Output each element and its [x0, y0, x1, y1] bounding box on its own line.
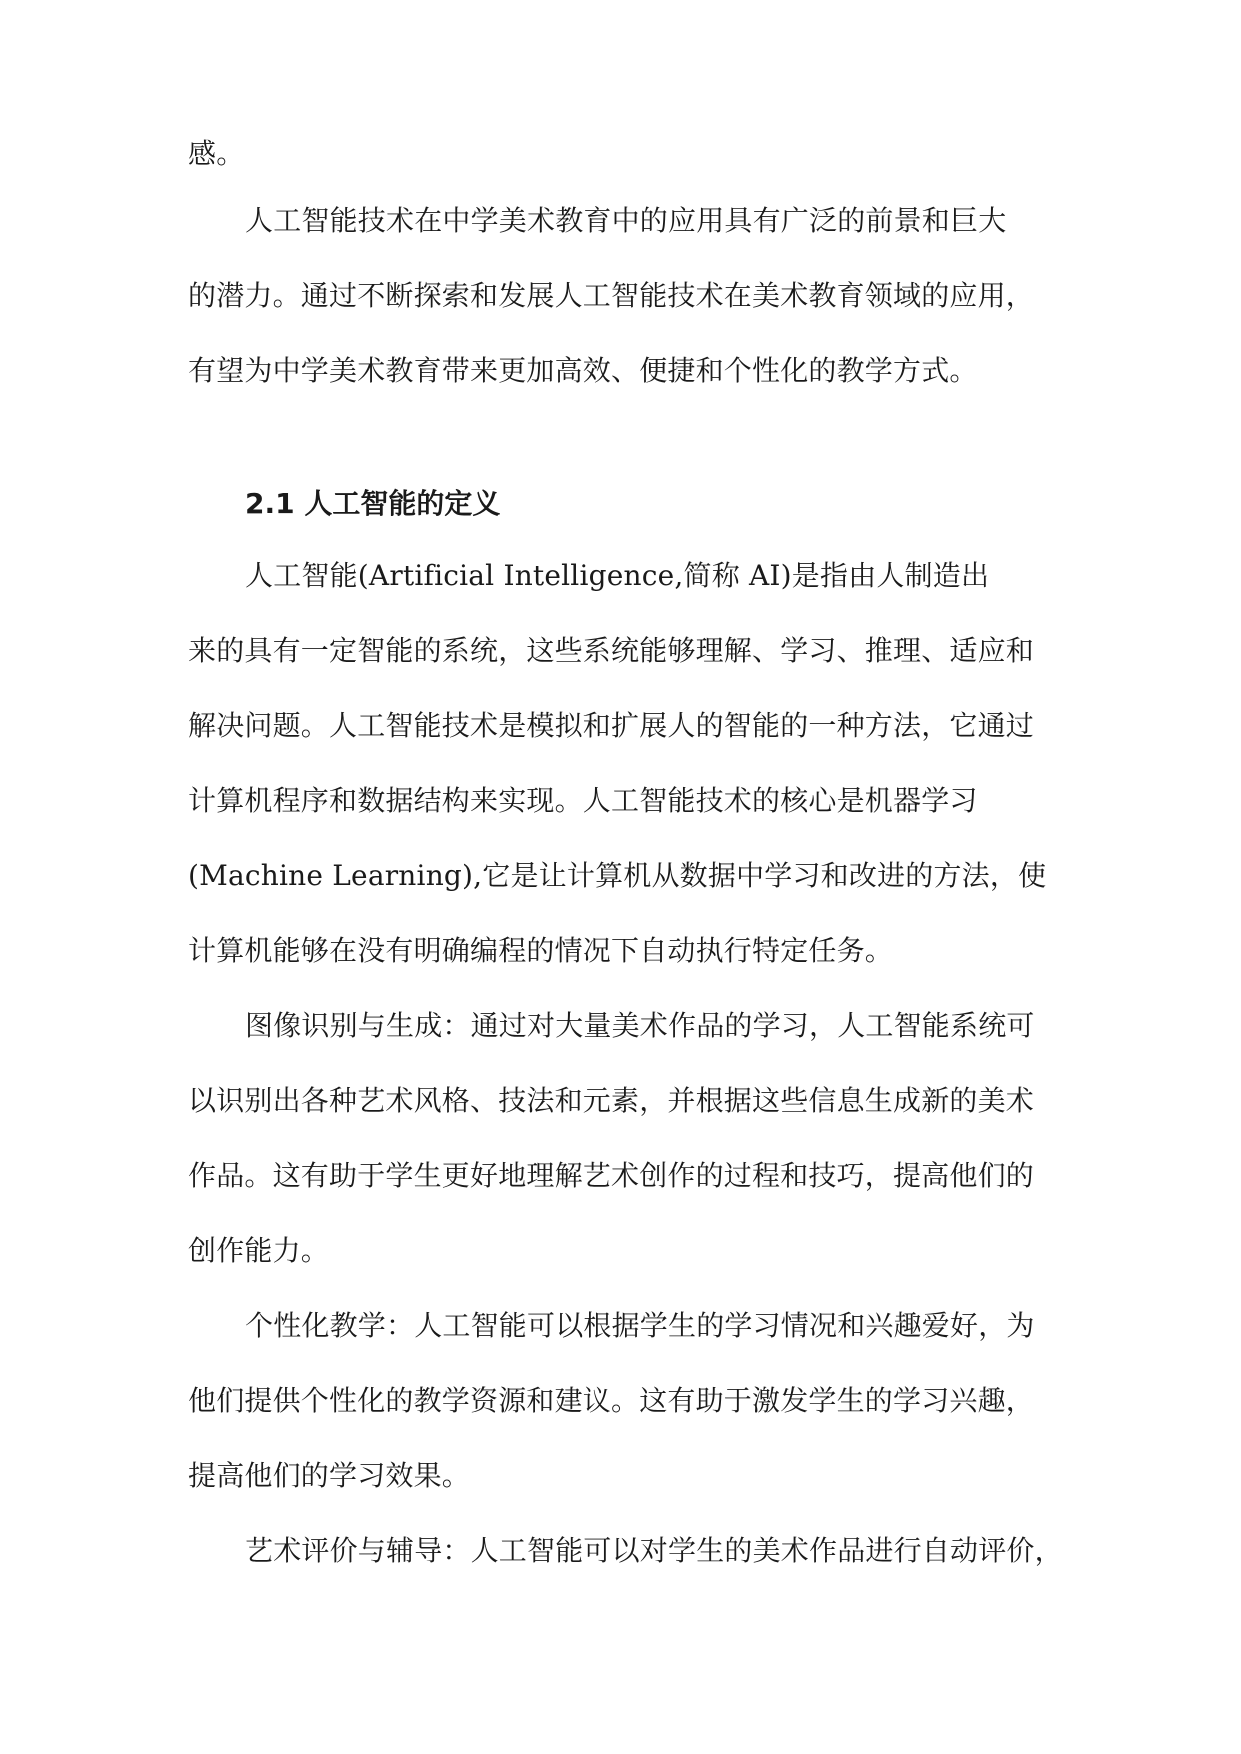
paragraph-ai-prospects — [188, 183, 1058, 408]
paragraph-personalized-teaching — [188, 1288, 1058, 1513]
text-line: 图像识别与生成：通过对大量美术作品的学习，人工智能系统可 — [245, 1009, 1035, 1042]
paragraph-ai-definition — [188, 538, 1058, 988]
paragraph-art-evaluation — [188, 1513, 1063, 1588]
text-line: 的潜力。通过不断探索和发展人工智能技术在美术教育领域的应用， — [188, 279, 1035, 312]
paragraph-continuation — [188, 116, 1058, 191]
text-line: 来的具有一定智能的系统，这些系统能够理解、学习、推理、适应和 — [188, 634, 1035, 667]
section-heading: 2.1 人工智能的定义 — [245, 487, 501, 520]
text-line: 计算机程序和数据结构来实现。人工智能技术的核心是机器学习 — [188, 784, 978, 817]
text-line: 有望为中学美术教育带来更加高效、便捷和个性化的教学方式。 — [188, 354, 978, 387]
text-line: 创作能力。 — [188, 1234, 330, 1267]
text-line: 提高他们的学习效果。 — [188, 1459, 471, 1492]
text-line: 人工智能(Artificial Intelligence,简称 AI)是指由人制造出 — [245, 559, 990, 592]
text-line: 人工智能技术在中学美术教育中的应用具有广泛的前景和巨大 — [245, 204, 1007, 237]
text-line: 感。 — [188, 137, 245, 170]
text-line: (Machine Learning),它是让计算机从数据中学习和改进的方法，使 — [188, 859, 1047, 892]
text-line: 艺术评价与辅导：人工智能可以对学生的美术作品进行自动评价， — [245, 1534, 1063, 1567]
text-line: 解决问题。人工智能技术是模拟和扩展人的智能的一种方法，它通过 — [188, 709, 1035, 742]
text-line: 以识别出各种艺术风格、技法和元素，并根据这些信息生成新的美术 — [188, 1084, 1035, 1117]
text-line: 计算机能够在没有明确编程的情况下自动执行特定任务。 — [188, 934, 894, 967]
paragraph-image-recognition — [188, 988, 1058, 1288]
text-line: 作品。这有助于学生更好地理解艺术创作的过程和技巧，提高他们的 — [188, 1159, 1035, 1192]
text-line: 他们提供个性化的教学资源和建议。这有助于激发学生的学习兴趣， — [188, 1384, 1035, 1417]
text-line: 个性化教学：人工智能可以根据学生的学习情况和兴趣爱好，为 — [245, 1309, 1035, 1342]
